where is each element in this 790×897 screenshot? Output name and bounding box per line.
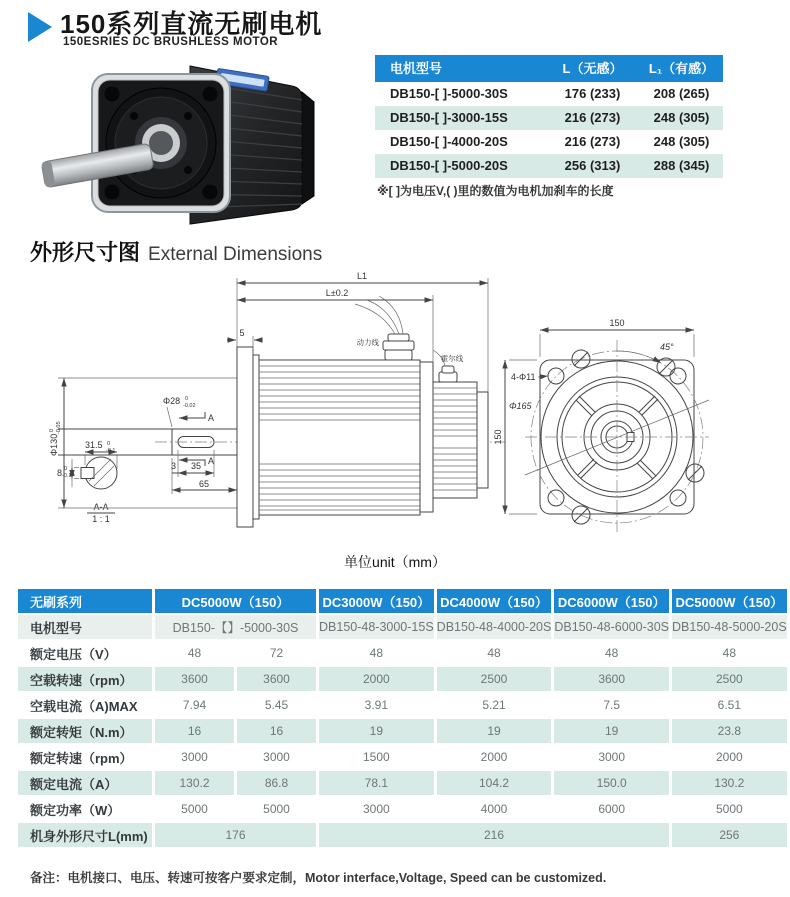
shaft-dia-tol-lower: -0.02 [183,403,196,409]
dim-35-label: 35 [191,461,202,471]
pilot-dia-label [49,421,62,456]
value-cell: 3000 [362,802,390,816]
dim-3-label: 3 [171,461,177,471]
series-col-4: DC5000W（150） [672,589,787,613]
value-cell: 5.45 [264,698,289,712]
value-cell: 4000 [480,802,508,816]
value-cell: 2000 [319,667,434,691]
value-cell: 3600 [554,667,669,691]
dimension-drawing [15,262,785,552]
spec-row [18,641,787,665]
value-cell: 48 [487,646,501,660]
row-label: 电机型号 [18,615,152,639]
value-cell: 1500 [362,750,390,764]
dim-65-label: 65 [199,479,210,489]
model-cell: DB150-48-4000-20S [437,615,552,639]
model-cell: DB150-48-3000-15S [319,615,434,639]
col-header-l1: L₁（有感） [648,61,715,76]
col-header-l: L（无感） [562,61,623,76]
front-height-label: 150 [493,429,503,445]
value-cell: 19 [437,719,552,743]
value-cell: 2000 [716,750,743,764]
value-cell: 104.2 [437,771,552,795]
value-cell: 86.8 [237,771,316,795]
shaft-dia-tol-upper: 0 [185,396,189,402]
model-cell: DB150-48-5000-20S [672,615,787,639]
value-cell: 48 [605,646,619,660]
cut-arrow-label-a2: A [208,456,215,466]
section-name-label: A-A [93,502,109,512]
svg-text:-0.05: -0.05 [56,421,62,434]
value-cell: 48 [369,646,384,660]
page-subtitle: 150ESRIES DC BRUSHLESS MOTOR [63,36,279,48]
length-cell: 256 [672,823,787,847]
svg-text:Φ130: Φ130 [49,433,59,456]
side-view-drawing [49,271,505,527]
row-label: 空载转速（rpm） [18,667,152,691]
model-cell: DB150-【】-5000-30S [155,615,316,639]
series-col-1: DC3000W（150） [319,589,434,613]
motor-flange [92,74,230,212]
l1-cell: 288 (345) [653,158,710,173]
row-label: 额定功率（W） [30,802,121,818]
value-cell: 5000 [263,802,290,816]
spec-length-row [18,823,787,847]
value-cell: 150.0 [554,771,669,795]
dim-key-tol-upper: 0 [64,466,68,472]
row-label: 额定电流（A） [18,771,152,795]
power-cable-label: 动力线 [356,338,379,347]
value-cell: 78.1 [319,771,434,795]
spec-row [18,667,787,691]
value-cell: 3000 [598,750,626,764]
value-cell: 2500 [437,667,552,691]
row-label: 额定电压（V） [30,646,117,662]
value-cell: 5000 [181,802,208,816]
model-table-header [375,55,723,82]
front-width-label: 150 [609,318,625,328]
spec-row [18,693,787,717]
model-table-note: ※[ ]为电压V,( )里的数值为电机加刹车的长度 [377,184,614,198]
table-row [375,82,723,106]
l1-cell: 248 (305) [653,134,710,149]
spec-row [18,797,787,821]
l1-cell: 248 (305) [653,110,710,125]
cut-arrow-label-a1: A [208,413,215,423]
svg-text:0: 0 [49,428,55,432]
dim-key-height: 8 [57,468,63,478]
value-cell: 3600 [237,667,316,691]
value-cell: 3000 [263,750,290,764]
value-cell: 3000 [181,750,208,764]
bolt-circle-label: Φ165 [509,401,532,411]
value-cell: 72 [269,646,284,660]
l-cell: 216 (273) [564,110,621,125]
dim-l-label: L±0.2 [325,288,349,298]
model-cell: DB150-[ ]-5000-20S [390,158,508,173]
value-cell: 3.91 [364,698,389,712]
section-view-drawing [57,440,117,524]
model-cell: DB150-[ ]-5000-30S [390,86,508,101]
model-length-table [375,55,723,178]
value-cell: 19 [554,719,669,743]
row-label: 额定转速（rpm） [30,750,133,766]
table-row [375,106,723,130]
dim-l1-label: L1 [356,271,368,281]
section-title-en: External Dimensions [148,244,323,265]
dim-section-width-tol-upper: 0 [107,441,111,447]
length-cell: 176 [155,823,316,847]
series-label: 无刷系列 [18,589,152,613]
dim-key-tol-lower: -0.1 [62,473,72,479]
value-cell: 3600 [155,667,234,691]
front-view-drawing [493,318,709,534]
spec-row [18,771,787,795]
col-header-model: 电机型号 [390,61,443,76]
value-cell: 6000 [598,802,626,816]
dim-section-width-tol-lower: -0.1 [106,448,116,454]
dim-section-width: 31.5 [85,440,103,450]
footer-note: 备注：电机接口、电压、转速可按客户要求定制，Motor interface,Voltage, Speed can be customized. [30,871,607,885]
value-cell: 23.8 [672,719,787,743]
spec-header-row [18,589,787,613]
mount-holes-label: 4-Φ11 [511,372,536,382]
row-label: 机身外形尺寸L(mm) [18,823,152,847]
l1-cell: 208 (265) [653,86,710,101]
model-cell: DB150-[ ]-3000-15S [390,110,508,125]
value-cell: 6.51 [717,698,742,712]
value-cell: 5.21 [482,698,506,712]
series-col-0: DC5000W（150） [155,589,316,613]
unit-label: 单位unit（mm） [344,554,446,570]
section-title-zh: 外形尺寸图 [30,240,141,265]
value-cell: 2500 [672,667,787,691]
l-cell: 256 (313) [564,158,621,173]
row-label: 额定转矩（N.m） [18,719,152,743]
hole-angle-label: 45° [660,342,674,352]
shaft-dia-label: Φ28 [163,396,181,406]
dim-5-label: 5 [239,328,245,338]
table-row [375,154,723,178]
l-cell: 216 (273) [564,134,621,149]
row-label: 空载电流（A)MAX [30,698,138,714]
value-cell: 16 [237,719,316,743]
value-cell: 16 [155,719,234,743]
value-cell: 5000 [716,802,743,816]
title-triangle-icon [28,12,52,42]
length-cell: 216 [319,823,669,847]
model-cell: DB150-48-6000-30S [554,615,669,639]
hall-cable-label: 霍尔线 [440,354,464,363]
page-title: 150系列直流无刷电机 [60,9,323,39]
value-cell: 2000 [480,750,508,764]
value-cell: 48 [187,646,202,660]
spec-model-row [18,615,787,639]
value-cell: 130.2 [672,771,787,795]
l-cell: 176 (233) [564,86,621,101]
section-scale-label: 1 : 1 [92,514,110,524]
value-cell: 48 [722,646,737,660]
series-col-2: DC4000W（150） [437,589,552,613]
spec-row [18,745,787,769]
value-cell: 130.2 [155,771,234,795]
value-cell: 7.5 [603,698,621,712]
motor-photo [40,52,360,232]
table-row [375,130,723,154]
value-cell: 19 [319,719,434,743]
spec-table [15,587,790,849]
series-col-3: DC6000W（150） [554,589,669,613]
model-cell: DB150-[ ]-4000-20S [390,134,508,149]
spec-row [18,719,787,743]
value-cell: 7.94 [182,698,207,712]
